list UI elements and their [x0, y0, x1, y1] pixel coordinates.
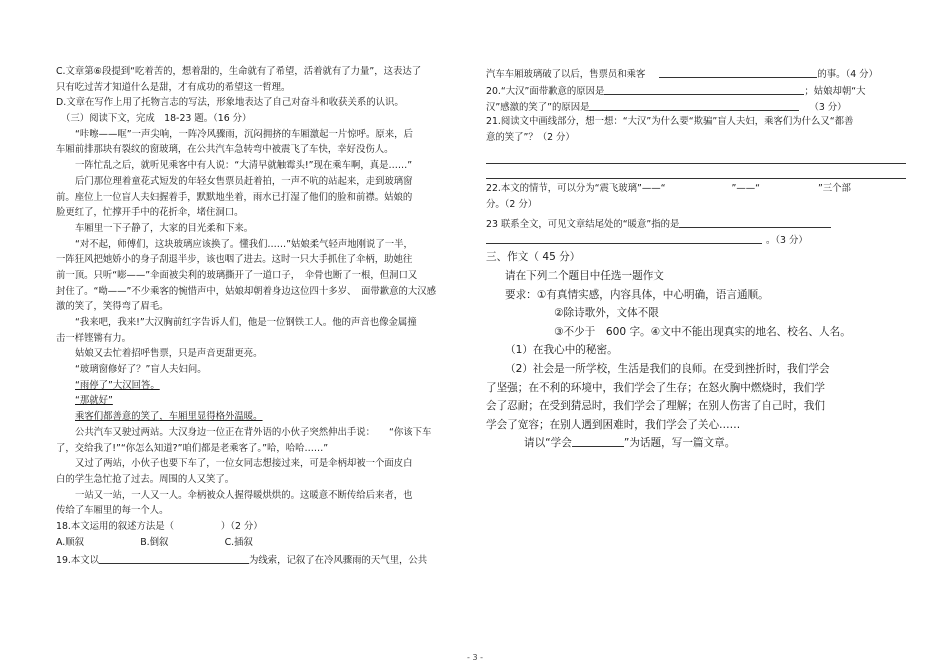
question-18-options: A.顺叙 B.倒叙 C.插叙 [56, 536, 253, 548]
passage-line: 公共汽车又驶过两站。大汉身边一位正在背外语的小伙子突然伸出手说： “你该下车 [75, 426, 432, 438]
question-23-score: 。（3 分） [766, 235, 808, 246]
answer-blank[interactable] [659, 66, 817, 78]
passage-line: 封住了。“呦——”不少乘客的惋惜声中，姑娘却朝着身边这位四十多岁、 面带歉意的大汉感 [56, 285, 437, 297]
right-column [486, 66, 906, 453]
essay-prompt-prefix: 请以“学会 [524, 437, 572, 450]
option-d: D.文章在写作上用了托物言志的写法，形象地表达了自己对奋斗和收获关系的认识。 [56, 97, 404, 109]
answer-line[interactable] [486, 164, 906, 179]
question-19-score: 的事。（4 分） [817, 69, 878, 80]
question-22-mid: ”——“ [731, 182, 760, 194]
essay-instruction: 请在下列二个题目中任选一题作文 [505, 270, 664, 282]
underlined-text: “那就好” [75, 395, 113, 407]
passage-line: 姑娘又去忙着招呼售票，只是声音更甜更亮。 [75, 348, 263, 360]
essay-topic-2-line2: 了坚强；在不利的环境中，我们学会了生存；在怒火胸中燃烧时，我们学 [486, 381, 825, 394]
essay-topic-2-line4: 学会了宽容；在别人遇到困难时，我们学会了关心…… [486, 418, 741, 431]
question-22-score: 分。（2 分） [486, 199, 538, 210]
essay-topic-2-line1: （2）社会是一所学校，生活是我们的良师。在受到挫折时，我们学会 [505, 362, 830, 375]
essay-topic-2-prompt [486, 434, 906, 453]
passage-line: 脸更红了，忙撑开手中的花折伞，堵住洞口。 [56, 207, 244, 219]
underlined-text: “雨停了”大汉回答。 [75, 379, 160, 391]
question-20-cont [486, 99, 906, 116]
essay-requirement-2: ②除诗歌外，文体不限 [554, 307, 659, 320]
answer-blank[interactable] [679, 216, 831, 228]
question-20-mid: ；姑娘却朝“大 [804, 85, 866, 97]
question-23 [486, 216, 906, 233]
underlined-text: 乘客们都善意的笑了，车厢里显得格外温暖。 [75, 411, 263, 423]
question-23-cont [486, 232, 906, 249]
question-22 [486, 183, 906, 200]
answer-blank[interactable] [589, 99, 799, 111]
question-19-prefix: 19.本文以 [56, 555, 100, 567]
question-19-cont [486, 66, 906, 83]
section-three-heading: （三）阅读下文，完成 18-23 题。（16 分） [61, 113, 252, 125]
passage-line: “玻璃窗修好了？”盲人夫妇问。 [75, 364, 207, 376]
essay-section-heading: 三、作文（ 45 分） [486, 250, 581, 263]
question-19 [56, 552, 468, 568]
passage-line: 白的学生急忙抢了过去。周围的人又笑了。 [56, 473, 235, 485]
passage-line: “我来吧，我来!”大汉胸前红字告诉人们，他是一位钢铁工人。他的声音也像金属撞 [75, 317, 417, 328]
question-20-prefix: 20.“大汉”面带歉意的原因是 [486, 85, 605, 97]
answer-blank[interactable] [572, 435, 624, 447]
question-22-prefix: 22.本文的情节，可以分为“震飞玻璃”——“ [486, 182, 666, 194]
passage-line: 又过了两站，小伙子也要下车了，一位女同志想接过来，可是伞柄却被一个面皮白 [75, 458, 413, 470]
essay-requirement-1: 要求：①有真情实感，内容具体，中心明确，语言通顺。 [505, 288, 769, 301]
passage-line: 后门那位理着童花式短发的年轻女售票员赶着拍，一声不吭的站起来，走到玻璃窗 [75, 175, 413, 187]
passage-line: 一站又一站，一人又一人。伞柄被众人握得暖烘烘的。这暖意不断传给后来者，也 [75, 489, 413, 501]
underlined-line [56, 411, 468, 427]
question-20-score: （3 分） [809, 102, 847, 113]
passage-line: 前一顶。只听“嘭——”伞面被尖利的玻璃撕开了一道口子， 伞骨也断了一根，但洞口又 [56, 269, 418, 281]
option-c-line1: C.文章第⑥段提到“吃着苦的，想着甜的，生命就有了希望，活着就有了力量”，这表达了 [56, 66, 422, 77]
essay-prompt-suffix: ”为话题，写一篇文章。 [623, 437, 736, 450]
passage-line: 车厢前排那块有裂纹的窗玻璃，在公共汽车急转弯中被震飞了车快，幸好没伤人。 [56, 144, 394, 156]
left-column [56, 66, 468, 568]
page-number: - 3 - [467, 653, 483, 662]
underlined-line [56, 380, 468, 396]
passage-line: 击一样铿锵有力。 [56, 332, 132, 344]
question-18: 18.本文运用的叙述方法是（ ）（2 分） [56, 520, 263, 532]
passage-line: 车厢里一下子静了，大家的目光柔和下来。 [75, 222, 254, 234]
passage-line: 传给了车厢里的每一个人。 [56, 505, 169, 517]
answer-blank[interactable] [486, 232, 762, 244]
question-19-cont-text: 汽车车厢玻璃破了以后，售票员和乘客 [486, 69, 646, 80]
answer-line[interactable] [486, 149, 906, 164]
passage-line: 前。座位上一位盲人夫妇握着手，默默地坐着，雨水已打湿了他们的脸和前襟。姑娘的 [56, 191, 413, 203]
essay-topic-1: （1）在我心中的秘密。 [505, 344, 618, 357]
essay-topic-2-line3: 会了忍耐；在受到猜忌时，我们学会了理解；在别人伤害了自己时，我们 [486, 400, 825, 413]
passage-line: “咔嚓——哐”一声尖响，一阵冷风骤雨，沉闷拥挤的车厢激起一片惊呼。原来，后 [75, 128, 413, 140]
answer-blank[interactable] [604, 83, 804, 95]
question-20-cont-text: 汉”感激的笑了”的原因是 [486, 102, 590, 113]
option-c-line2: 只有吃过苦才知道什么是甜，才有成功的希望这一哲理。 [56, 81, 291, 93]
question-19-suffix: 为线索，记叙了在冷风骤雨的天气里，公共 [249, 555, 428, 567]
question-20 [486, 83, 906, 100]
question-22-suffix: ”三个部 [817, 182, 851, 194]
passage-line: “对不起，师傅们，这块玻璃应该换了。懂我们……”姑娘柔气轻声地刚说了一半， [75, 238, 413, 250]
passage-line: 激的笑了，笑得弯了眉毛。 [56, 301, 169, 313]
passage-line: 一阵狂风把她娇小的身子刮退半步，该也咽了进去。这时一只大手抓住了伞柄，助她往 [56, 254, 413, 266]
passage-line: 了，交给我了!”“你怎么知道?”咱们都是老乘客了。”哈，哈哈……” [56, 442, 329, 454]
answer-blank[interactable] [99, 552, 249, 564]
question-23-prefix: 23 联系全文，可见文章结尾处的“暖意”指的是 [486, 218, 680, 230]
essay-requirement-3: ③不少于 600 字。④文中不能出现真实的地名、校名、人名。 [554, 325, 851, 338]
underlined-line [56, 395, 468, 411]
question-21-line1: 21.阅读文中画线部分，想一想：“大汉”为什么要“欺骗”盲人夫妇，乘客们为什么又“都善 [486, 115, 854, 127]
passage-line: 一阵忙乱之后，就听见乘客中有人说：“大清早就触霉头!”现在乘车啊，真是……” [75, 160, 413, 172]
question-21-line2: 意的笑了”？（2 分） [486, 132, 575, 143]
